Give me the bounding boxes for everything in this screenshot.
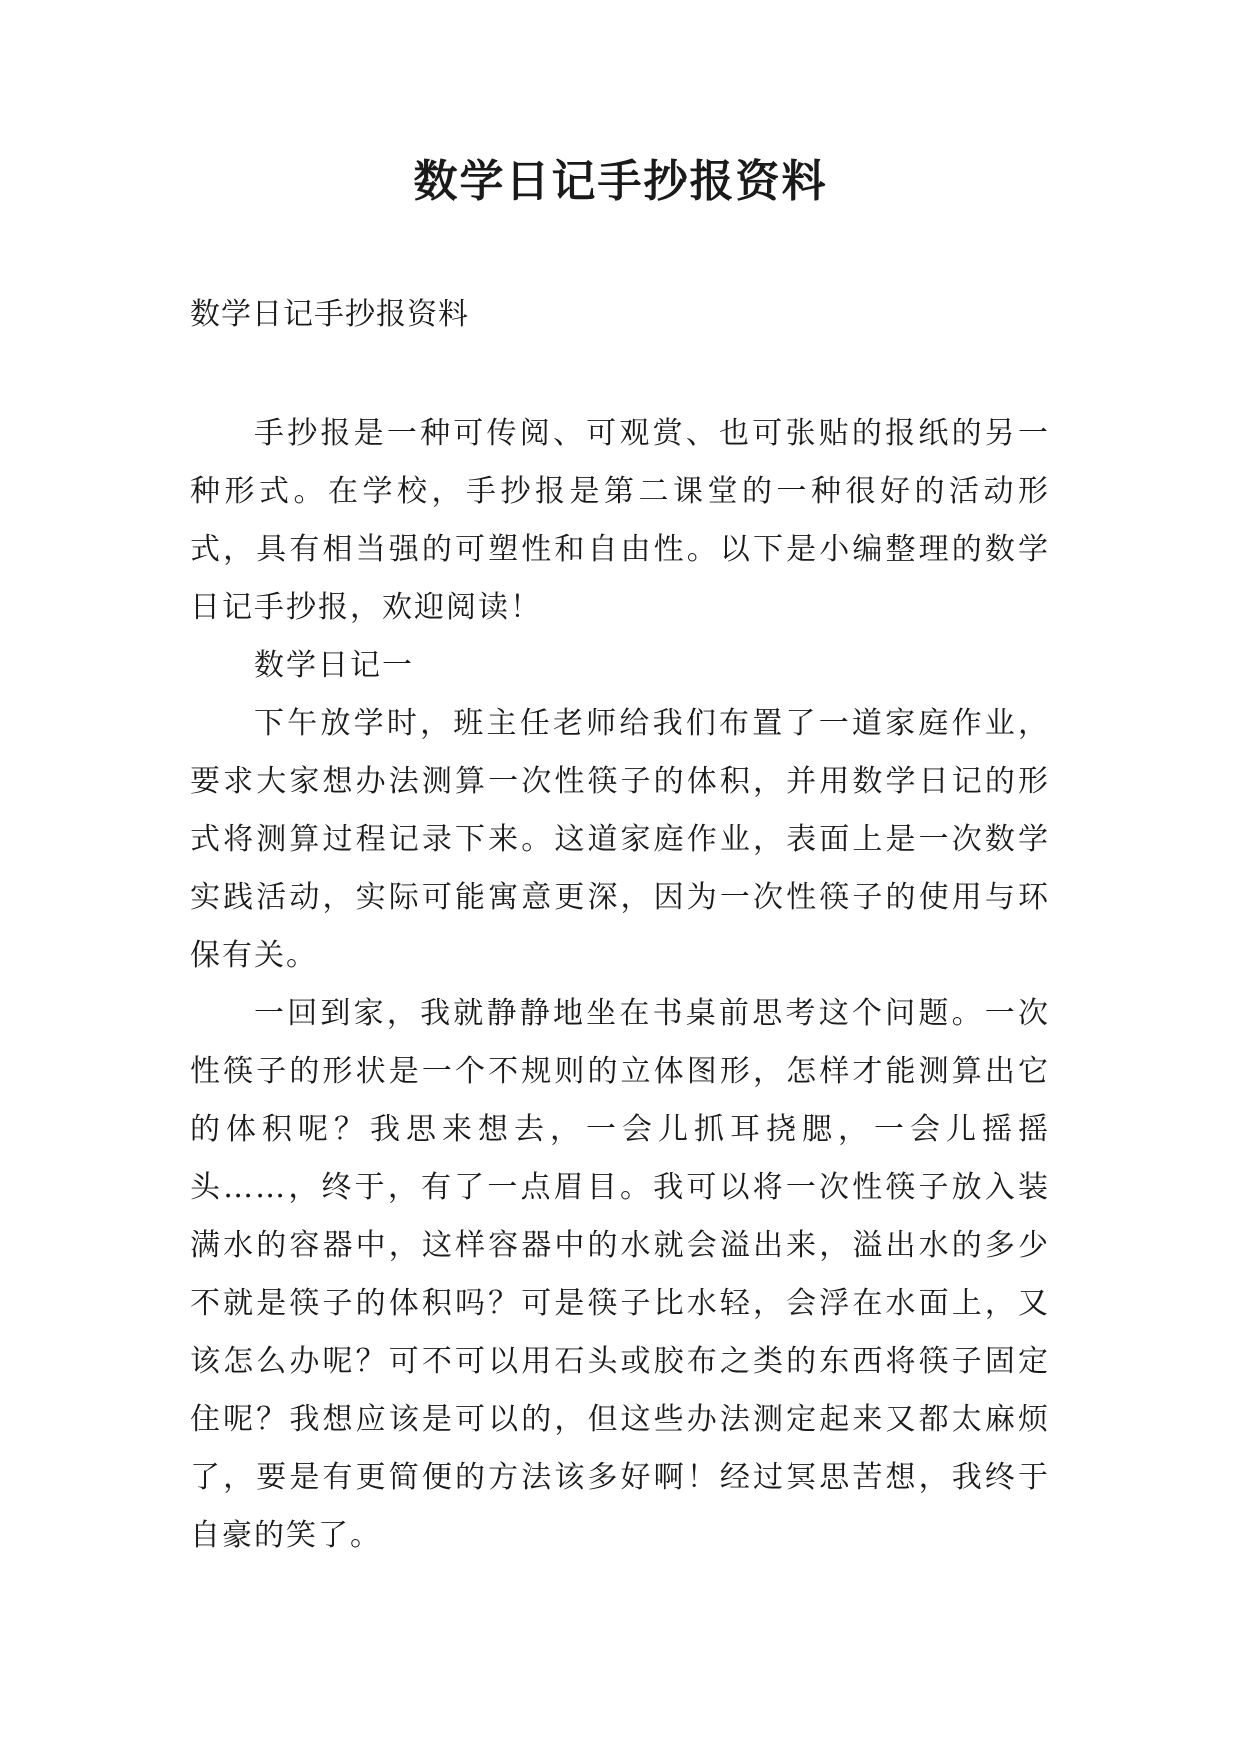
paragraph-assignment: 下午放学时，班主任老师给我们布置了一道家庭作业，要求大家想办法测算一次性筷子的体积，并用数学日记的形式将测算过程记录下来。这道家庭作业，表面上是一次数学实践活动，实际可能寓意更深，因为一次性筷子的使用与环保有关。: [190, 706, 1050, 973]
document-subtitle: 数学日记手抄报资料: [190, 297, 469, 332]
paragraph-thinking: 一回到家，我就静静地坐在书桌前思考这个问题。一次性筷子的形状是一个不规则的立体图形，怎样才能测算出它的体积呢？我思来想去，一会儿抓耳挠腮，一会儿摇摇头……，终于，有了一点眉目。我可以将一次性筷子放入装满水的容器中，这样容器中的水就会溢出来，溢出水的多少不就是筷子的体积吗？可是筷子比水轻，会浮在水面上，又该怎么办呢？可不可以用石头或胶布之类的东西将筷子固定住呢？我想应该是可以的，但这些办法测定起来又都太麻烦了，要是有更简便的方法该多好啊！经过冥思苦想，我终于自豪的笑了。: [190, 996, 1050, 1553]
document-title: 数学日记手抄报资料: [413, 156, 828, 207]
document-body: [190, 405, 1050, 1565]
section-heading-diary-one: 数学日记一: [254, 648, 414, 683]
paragraph-intro: 手抄报是一种可传阅、可观赏、也可张贴的报纸的另一种形式。在学校，手抄报是第二课堂的一种很好的活动形式，具有相当强的可塑性和自由性。以下是小编整理的数学日记手抄报，欢迎阅读！: [190, 416, 1050, 625]
